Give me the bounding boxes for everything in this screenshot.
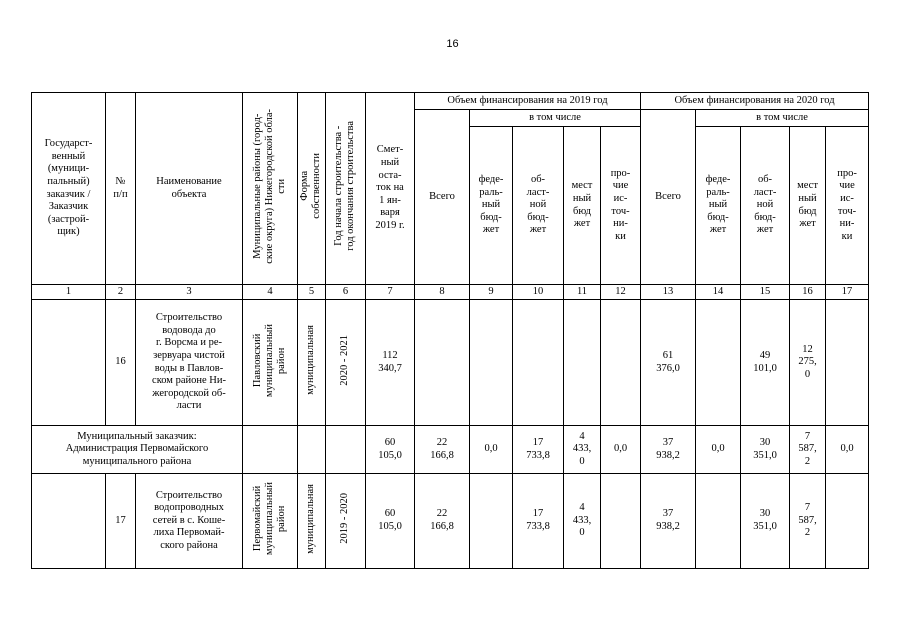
row16-local-2019 <box>564 300 601 426</box>
header-total-2020: Всего <box>641 110 696 285</box>
customer-federal-2020: 0,0 <box>696 426 741 474</box>
column-number: 13 <box>641 285 696 300</box>
customer-regional-2020: 30 351,0 <box>741 426 790 474</box>
table-row <box>32 300 869 426</box>
customer-label: Муниципальный заказчик: Администрация Первомайского муниципального района <box>32 426 243 474</box>
customer-local-2020: 7 587, 2 <box>790 426 826 474</box>
header-federal-2020: феде- раль- ный бюд- жет <box>696 127 741 285</box>
column-number: 6 <box>326 285 366 300</box>
column-number: 14 <box>696 285 741 300</box>
header-customer: Государст- венный (муници- пальный) заказчик / Заказчик (застрой- щик) <box>32 93 106 285</box>
row17-local-2019: 4 433, 0 <box>564 474 601 569</box>
page-number: 16 <box>446 38 459 50</box>
header-including-2020: в том числе <box>696 110 869 127</box>
column-number: 3 <box>136 285 243 300</box>
row17-ownership: муниципальная <box>298 474 326 569</box>
column-number-row <box>32 285 869 300</box>
row16-ownership: муниципальная <box>298 300 326 426</box>
customer-federal-2019: 0,0 <box>470 426 513 474</box>
column-number: 15 <box>741 285 790 300</box>
row17-regional-2019: 17 733,8 <box>513 474 564 569</box>
row17-local-2020: 7 587, 2 <box>790 474 826 569</box>
customer-regional-2019: 17 733,8 <box>513 426 564 474</box>
column-number: 1 <box>32 285 106 300</box>
row16-total-2019 <box>415 300 470 426</box>
header-years: Год начала строительства - год окончания строительства <box>326 93 366 285</box>
row16-name: Строительство водовода до г. Ворсма и ре- зервуара чистой воды в Павлов- ском районе Ни- жегородской об- ласти <box>136 300 243 426</box>
header-other-2019: про- чие ис- точ- ни- ки <box>601 127 641 285</box>
row17-years: 2019 - 2020 <box>326 474 366 569</box>
row16-years: 2020 - 2021 <box>326 300 366 426</box>
row17-estimate-balance: 60 105,0 <box>366 474 415 569</box>
column-number: 16 <box>790 285 826 300</box>
header-other-2020: про- чие ис- точ- ни- ки <box>826 127 869 285</box>
row16-other-2019 <box>601 300 641 426</box>
row16-federal-2019 <box>470 300 513 426</box>
row16-total-2020: 61 376,0 <box>641 300 696 426</box>
row16-local-2020: 12 275, 0 <box>790 300 826 426</box>
row17-federal-2019 <box>470 474 513 569</box>
column-number: 12 <box>601 285 641 300</box>
column-number: 5 <box>298 285 326 300</box>
column-number: 10 <box>513 285 564 300</box>
row16-other-2020 <box>826 300 869 426</box>
row17-district: Первомайский муниципальный район <box>243 474 298 569</box>
row17-regional-2020: 30 351,0 <box>741 474 790 569</box>
header-regional-2020: об- ласт- ной бюд- жет <box>741 127 790 285</box>
header-local-2019: мест ный бюд жет <box>564 127 601 285</box>
column-number: 4 <box>243 285 298 300</box>
column-number: 8 <box>415 285 470 300</box>
row16-regional-2019 <box>513 300 564 426</box>
row16-num: 16 <box>106 300 136 426</box>
customer-years <box>326 426 366 474</box>
header-including-2019: в том числе <box>470 110 641 127</box>
customer-ownership <box>298 426 326 474</box>
row17-num: 17 <box>106 474 136 569</box>
column-number: 11 <box>564 285 601 300</box>
row16-regional-2020: 49 101,0 <box>741 300 790 426</box>
row17-other-2020 <box>826 474 869 569</box>
header-funding-2019: Объем финансирования на 2019 год <box>415 93 641 110</box>
header-federal-2019: феде- раль- ный бюд- жет <box>470 127 513 285</box>
header-ownership: Форма собственности <box>298 93 326 285</box>
customer-district <box>243 426 298 474</box>
row17-federal-2020 <box>696 474 741 569</box>
customer-local-2019: 4 433, 0 <box>564 426 601 474</box>
customer-total-2019: 22 166,8 <box>415 426 470 474</box>
row16-federal-2020 <box>696 300 741 426</box>
row16-estimate-balance: 112 340,7 <box>366 300 415 426</box>
customer-other-2020: 0,0 <box>826 426 869 474</box>
table-row <box>32 474 869 569</box>
row16-customer <box>32 300 106 426</box>
header-num: № п/п <box>106 93 136 285</box>
column-number: 17 <box>826 285 869 300</box>
customer-other-2019: 0,0 <box>601 426 641 474</box>
header-estimate-balance: Смет- ный оста- ток на 1 ян- варя 2019 г. <box>366 93 415 285</box>
header-regional-2019: об- ласт- ной бюд- жет <box>513 127 564 285</box>
row17-customer <box>32 474 106 569</box>
column-number: 2 <box>106 285 136 300</box>
row17-other-2019 <box>601 474 641 569</box>
header-local-2020: мест ный бюд жет <box>790 127 826 285</box>
header-funding-2020: Объем финансирования на 2020 год <box>641 93 869 110</box>
customer-estimate-balance: 60 105,0 <box>366 426 415 474</box>
header-object-name: Наименование объекта <box>136 93 243 285</box>
header-districts: Муниципальные районы (город- ские округа) Нижегородской обла- сти <box>243 93 298 285</box>
table-row <box>32 426 869 474</box>
row17-name: Строительство водопроводных сетей в с. Коше- лиха Первомай- ского района <box>136 474 243 569</box>
row17-total-2019: 22 166,8 <box>415 474 470 569</box>
row17-total-2020: 37 938,2 <box>641 474 696 569</box>
column-number: 7 <box>366 285 415 300</box>
header-total-2019: Всего <box>415 110 470 285</box>
customer-total-2020: 37 938,2 <box>641 426 696 474</box>
financing-table <box>31 92 869 569</box>
column-number: 9 <box>470 285 513 300</box>
row16-district: Павловский муниципальный район <box>243 300 298 426</box>
